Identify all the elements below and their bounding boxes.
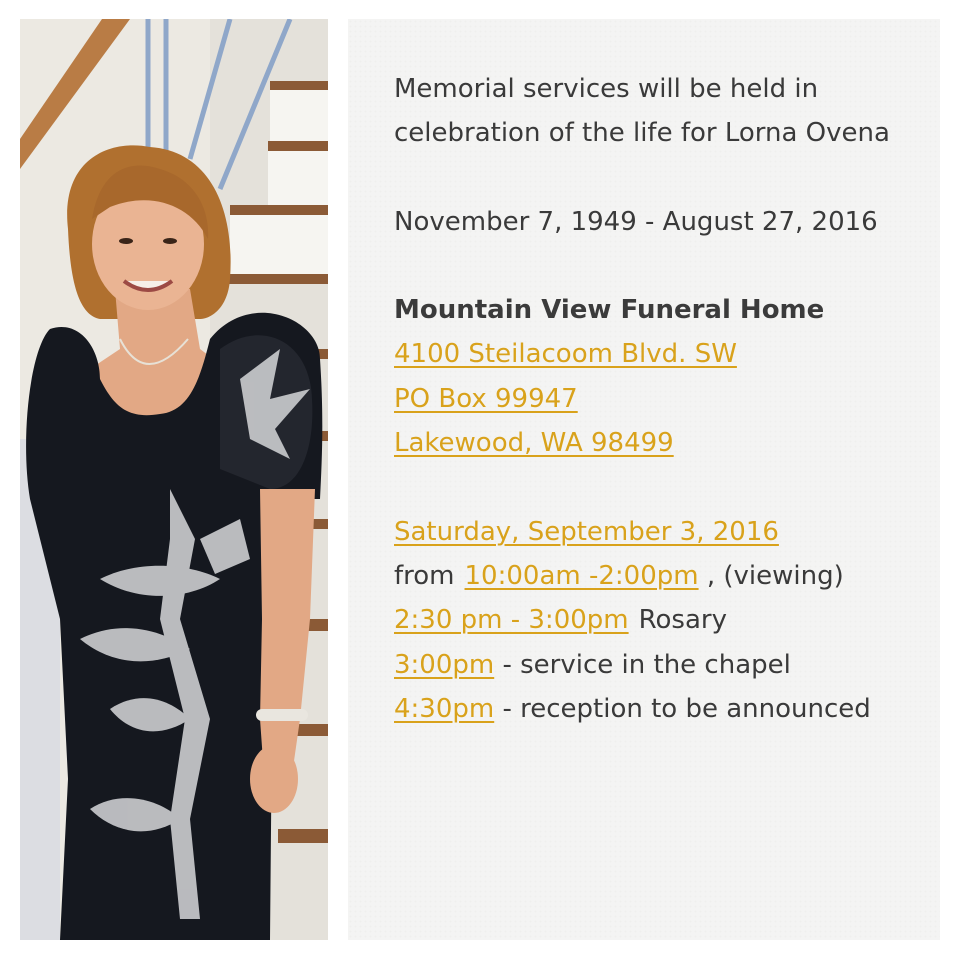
rosary-time-link[interactable]: 2:30 pm - 3:00pm <box>394 605 629 635</box>
address-po-box-link[interactable]: PO Box 99947 <box>394 384 578 414</box>
life-dates: November 7, 1949 - August 27, 2016 <box>394 207 878 237</box>
portrait-illustration <box>20 19 328 940</box>
reception-label: - reception to be announced <box>502 694 871 724</box>
viewing-time-link[interactable]: 10:00am -2:00pm <box>464 561 699 591</box>
service-date-link[interactable]: Saturday, September 3, 2016 <box>394 517 779 547</box>
address-city-link[interactable]: Lakewood, WA 98499 <box>394 428 674 458</box>
service-date-line <box>394 516 779 548</box>
address-line-1 <box>394 338 737 370</box>
viewing-suffix: , (viewing) <box>706 561 844 591</box>
reception-time-link[interactable]: 4:30pm <box>394 694 495 724</box>
viewing-prefix: from <box>394 561 455 591</box>
address-street-link[interactable]: 4100 Steilacoom Blvd. SW <box>394 339 737 369</box>
service-label: - service in the chapel <box>502 650 791 680</box>
portrait-photo <box>20 19 328 940</box>
intro-line-2: celebration of the life for Lorna Ovena <box>394 118 890 148</box>
address-line-2 <box>394 383 578 415</box>
service-line <box>394 649 791 681</box>
venue-name: Mountain View Funeral Home <box>394 295 825 325</box>
viewing-line <box>394 560 844 592</box>
memorial-announcement-card <box>348 19 940 940</box>
reception-line <box>394 693 871 725</box>
service-time-link[interactable]: 3:00pm <box>394 650 495 680</box>
rosary-label: Rosary <box>638 605 727 635</box>
rosary-line <box>394 604 727 636</box>
intro-line-1: Memorial services will be held in <box>394 74 819 104</box>
address-line-3 <box>394 427 674 459</box>
